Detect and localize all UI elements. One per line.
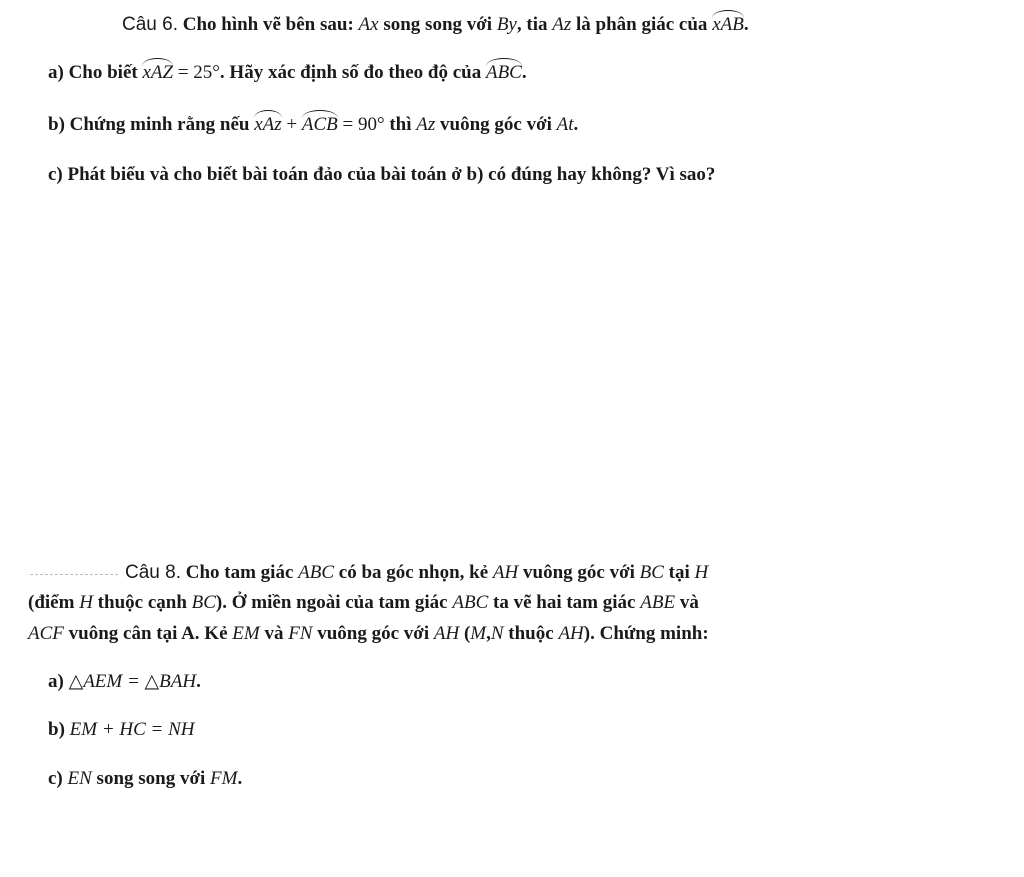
angle-xaz-lower: xAz (254, 114, 282, 135)
question-8-line-2: (điểm H thuộc cạnh BC). Ở miền ngoài của tam giác ABC ta vẽ hai tam giác ABE và (28, 592, 699, 613)
angle-xab: xAB (712, 14, 744, 35)
question-8-part-b: b) EM + HC = NH (48, 719, 195, 740)
question-8-part-c: c) EN song song với FM. (48, 768, 243, 789)
question-8-line-3: ACF vuông cân tại A. Kẻ EM và FN vuông góc với AH (M,N thuộc AH). Chứng minh: (28, 623, 709, 644)
question-6-part-a: a) Cho biết xAZ = 25°. Hãy xác định số đo theo độ của ABC. (48, 62, 527, 83)
triangle-congruence: △AEM = △BAH (68, 671, 197, 692)
question-6-part-c: c) Phát biểu và cho biết bài toán đảo của bài toán ở b) có đúng hay không? Vì sao? (48, 164, 716, 185)
angle-xaz: xAZ (142, 62, 174, 83)
question-6-label: Câu 6. (122, 14, 178, 35)
separator-mark (30, 574, 118, 575)
question-6-part-b: b) Chứng minh rằng nếu xAz + ACB = 90° thì Az vuông góc với At. (48, 114, 579, 135)
question-8-part-a: a) △AEM = △BAH. (48, 671, 201, 692)
angle-acb: ACB (301, 114, 338, 135)
question-8-label: Câu 8. (125, 562, 181, 583)
segment-equation: EM + HC = NH (69, 719, 195, 740)
question-8-line-1: Câu 8. Cho tam giác ABC có ba góc nhọn, kẻ AH vuông góc với BC tại H (125, 562, 709, 583)
angle-abc: ABC (485, 62, 522, 83)
question-6-intro: Câu 6. Cho hình vẽ bên sau: Ax song song với By, tia Az là phân giác của xAB. (122, 14, 749, 35)
